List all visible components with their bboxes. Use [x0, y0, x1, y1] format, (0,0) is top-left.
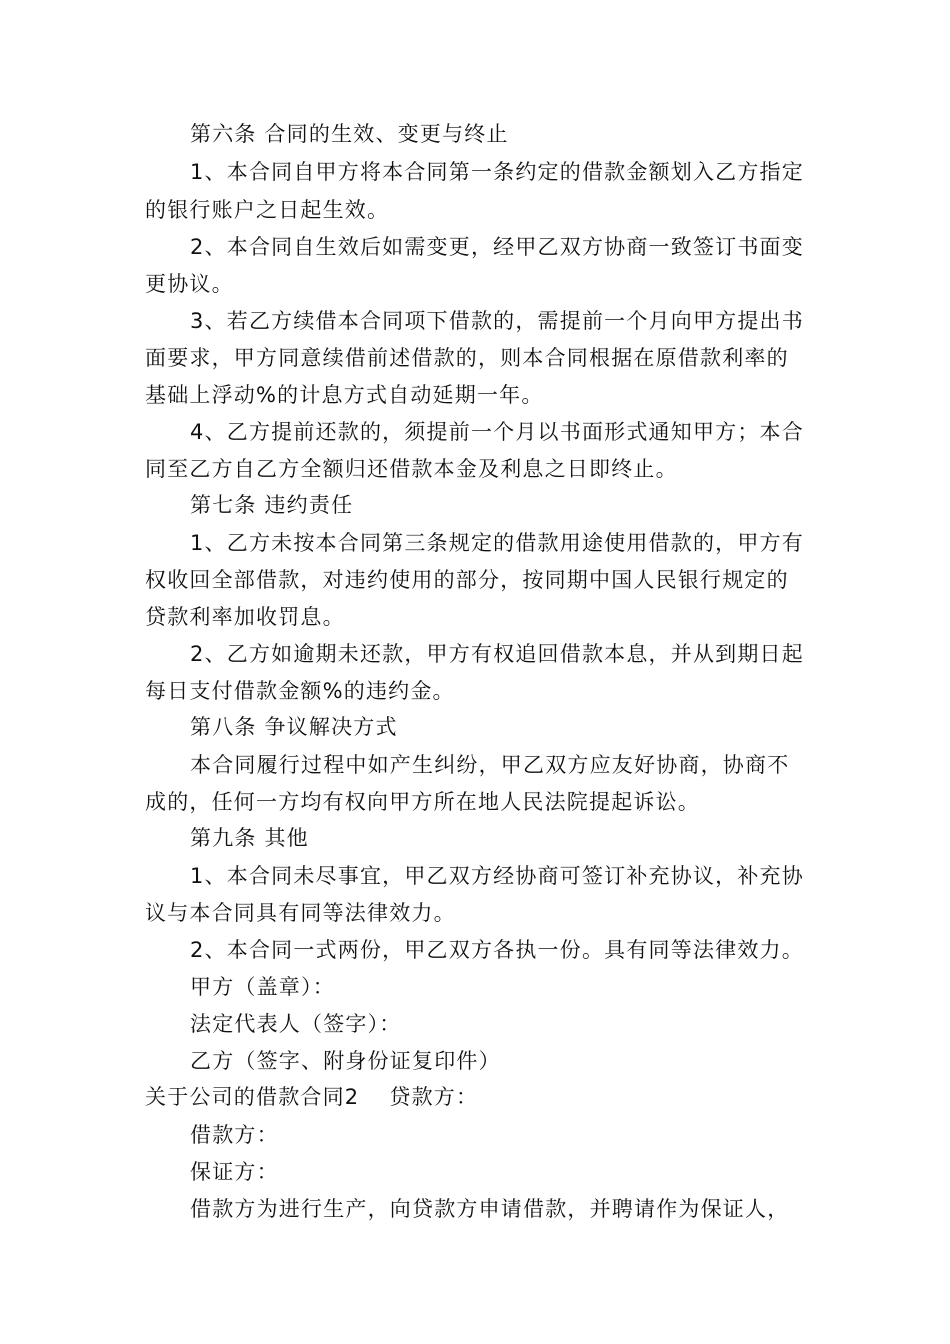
section-6-para-2-line-2: 更协议。 — [145, 272, 234, 296]
section-6-para-4-line-2: 同至乙方自乙方全额归还借款本金及利息之日即终止。 — [145, 457, 678, 481]
section-9-para-2: 2、本合同一式两份，甲乙双方各执一份。具有同等法律效力。 — [190, 938, 804, 962]
section-6-para-4-line-1: 4、乙方提前还款的，须提前一个月以书面形式通知甲方；本合 — [190, 420, 804, 444]
section-6-para-1-line-1: 1、本合同自甲方将本合同第一条约定的借款金额划入乙方指定 — [190, 160, 804, 184]
section-9-heading: 第九条 其他 — [190, 826, 309, 850]
section-7-para-1-line-1: 1、乙方未按本合同第三条规定的借款用途使用借款的，甲方有 — [190, 531, 804, 555]
contract-2-para-1-line-1: 借款方为进行生产，向贷款方申请借款，并聘请作为保证人， — [190, 1197, 790, 1221]
contract-2-borrower-label: 借款方： — [190, 1123, 279, 1147]
signature-party-b: 乙方（签字、附身份证复印件） — [190, 1049, 501, 1073]
section-6-para-3-line-1: 3、若乙方续借本合同项下借款的，需提前一个月向甲方提出书 — [190, 309, 804, 333]
section-6-heading: 第六条 合同的生效、变更与终止 — [190, 122, 509, 146]
section-6-para-3-line-3: 基础上浮动%的计息方式自动延期一年。 — [145, 383, 544, 407]
section-7-para-2-line-1: 2、乙方如逾期未还款，甲方有权追回借款本息，并从到期日起 — [190, 642, 804, 666]
section-7-heading: 第七条 违约责任 — [190, 493, 354, 517]
section-6-para-1-line-2: 的银行账户之日起生效。 — [145, 198, 390, 222]
section-9-para-1-line-1: 1、本合同未尽事宜，甲乙双方经协商可签订补充协议，补充协 — [190, 864, 804, 888]
section-6-para-2-line-1: 2、本合同自生效后如需变更，经甲乙双方协商一致签订书面变 — [190, 235, 804, 259]
contract-2-title: 关于公司的借款合同2 — [145, 1085, 360, 1109]
signature-legal-representative: 法定代表人（签字）： — [190, 1012, 402, 1036]
contract-2-title-row — [145, 1083, 478, 1111]
section-8-para-1-line-2: 成的，任何一方均有权向甲方所在地人民法院提起诉讼。 — [145, 790, 700, 814]
contract-2-guarantor-label: 保证方： — [190, 1160, 279, 1184]
section-7-para-1-line-2: 权收回全部借款，对违约使用的部分，按同期中国人民银行规定的 — [145, 568, 789, 592]
section-8-heading: 第八条 争议解决方式 — [190, 715, 398, 739]
section-8-para-1-line-1: 本合同履行过程中如产生纠纷，甲乙双方应友好协商，协商不 — [190, 753, 790, 777]
section-7-para-2-line-2: 每日支付借款金额%的违约金。 — [145, 679, 455, 703]
signature-party-a: 甲方（盖章）： — [190, 975, 335, 999]
contract-2-lender-label: 贷款方： — [389, 1085, 479, 1109]
section-7-para-1-line-3: 贷款利率加收罚息。 — [145, 605, 345, 629]
section-9-para-1-line-2: 议与本合同具有同等法律效力。 — [145, 901, 456, 925]
section-6-para-3-line-2: 面要求，甲方同意续借前述借款的，则本合同根据在原借款利率的 — [145, 346, 789, 370]
